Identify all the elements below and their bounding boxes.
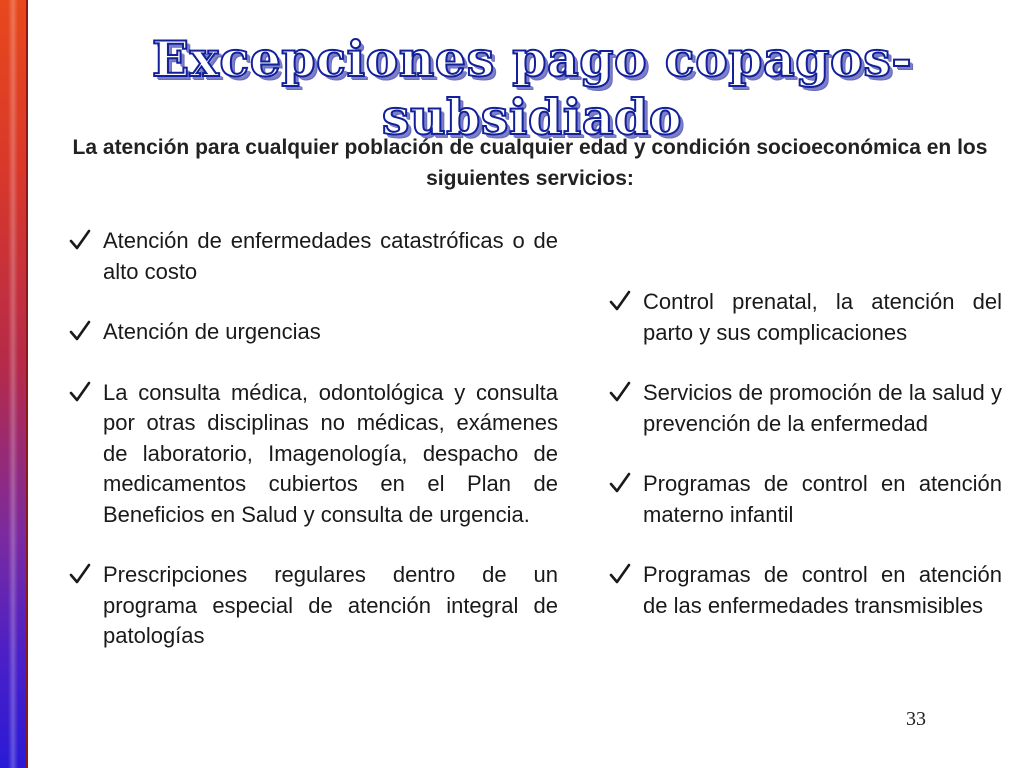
bullet-item	[606, 469, 1002, 530]
checkmark-icon	[68, 317, 92, 345]
right-bullet-list	[606, 287, 1002, 621]
bullet-item	[606, 378, 1002, 439]
bullet-item	[66, 378, 558, 531]
checkmark-icon	[608, 560, 632, 588]
bullet-text: Prescripciones regulares dentro de un programa especial de atención integral de patologías	[103, 562, 558, 648]
bullet-text: La consulta médica, odontológica y consulta por otras disciplinas no médicas, exámenes de laboratorio, Imagenología, despacho de medicamentos cubiertos en el Plan de Beneficios en Salud y consulta de urgencia.	[103, 379, 558, 527]
bullet-item	[66, 317, 558, 348]
bullet-text: Programas de control en atención materno infantil	[643, 471, 1002, 527]
slide-intro: La atención para cualquier población de cualquier edad y condición socioeconómica en los siguientes servicios:	[72, 136, 988, 190]
bullet-text: Programas de control en atención de las enfermedades transmisibles	[643, 562, 1002, 618]
bullet-text: Atención de enfermedades catastróficas o de alto costo	[103, 228, 558, 284]
bullet-text: Servicios de promoción de la salud y prevención de la enfermedad	[643, 380, 1002, 436]
bullet-item	[606, 560, 1002, 621]
bullet-text: Control prenatal, la atención del parto y sus complicaciones	[643, 289, 1002, 345]
bullet-item	[66, 226, 558, 287]
checkmark-icon	[68, 226, 92, 254]
page-number: 33	[906, 708, 926, 730]
checkmark-icon	[68, 378, 92, 406]
decorative-side-bar	[0, 0, 28, 768]
slide-title: Excepciones pago copagos-subsidiado	[151, 30, 913, 146]
checkmark-icon	[608, 469, 632, 497]
left-bullet-list	[66, 226, 558, 652]
checkmark-icon	[608, 287, 632, 315]
bullet-item	[66, 560, 558, 652]
bullet-item	[606, 287, 1002, 348]
checkmark-icon	[68, 560, 92, 588]
checkmark-icon	[608, 378, 632, 406]
bullet-text: Atención de urgencias	[103, 319, 321, 344]
